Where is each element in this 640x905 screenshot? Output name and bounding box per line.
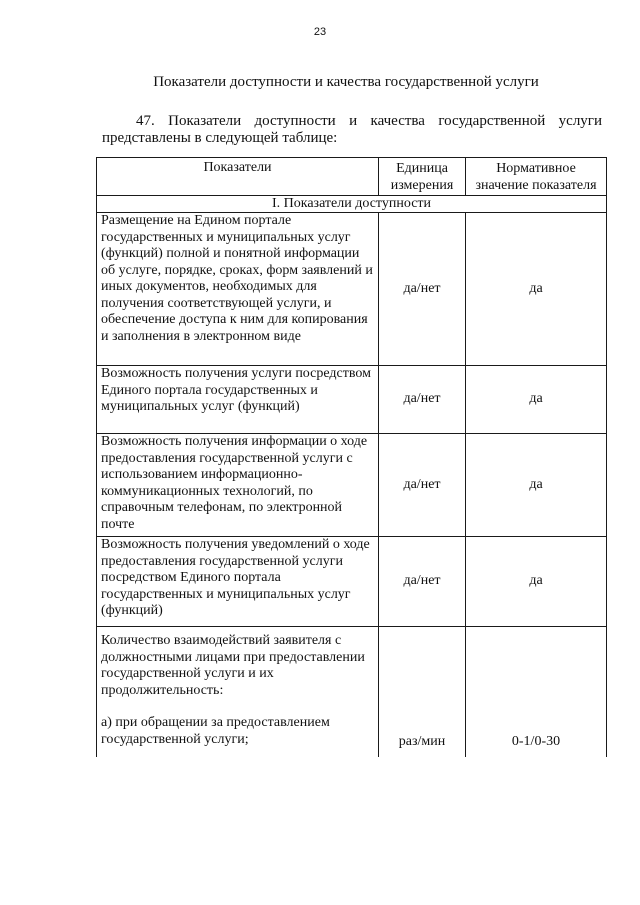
group-row (97, 196, 607, 213)
intro-text: 47. Показатели доступности и качества государственной услуги представлены в следующей таблице: (102, 113, 602, 146)
row-unit: да/нет (379, 213, 466, 366)
row-norm: да (466, 366, 607, 434)
row-norm: да (466, 213, 607, 366)
row-indicator-sub: а) при обращении за предоставлением государственной услуги; (101, 715, 330, 747)
row-unit: да/нет (379, 434, 466, 537)
header-norm: Нормативное значение показателя (466, 158, 607, 196)
row-indicator: Возможность получения информации о ходе предоставления государственной услуги с использованием информационно-коммуникационных технологий, по справочным телефонам, по электронной почте (97, 434, 379, 537)
page-number: 23 (313, 26, 327, 38)
intro-paragraph (102, 113, 602, 147)
header-indicator: Показатели (97, 158, 379, 196)
row-unit: да/нет (379, 537, 466, 627)
indicators-table (96, 157, 607, 757)
row-indicator: Размещение на Едином портале государственных и муниципальных услуг (функций) полной и понятной информации об услуге, порядке, сроках, форм заявлений и иных документов, необходимых для получения соответствующей услуги, и обеспечение доступа к ним для копирования и заполнения в электронном виде (97, 213, 379, 366)
row-indicator (97, 627, 379, 757)
row-norm: да (466, 537, 607, 627)
row-norm: 0-1/0-30 (466, 627, 607, 757)
row-indicator-main: Количество взаимодействий заявителя с должностными лицами при предоставлении государственной услуги и их продолжительность: (101, 633, 365, 698)
row-norm: да (466, 434, 607, 537)
table-row (97, 434, 607, 537)
group-title: I. Показатели доступности (97, 196, 607, 213)
table-row (97, 537, 607, 627)
table-row (97, 213, 607, 366)
table-header-row (97, 158, 607, 196)
row-indicator: Возможность получения услуги посредством Единого портала государственных и муниципальных услуг (функций) (97, 366, 379, 434)
section-heading: Показатели доступности и качества государственной услуги (153, 74, 539, 90)
header-unit: Единица измерения (379, 158, 466, 196)
row-unit: раз/мин (379, 627, 466, 757)
table-row (97, 366, 607, 434)
row-indicator: Возможность получения уведомлений о ходе предоставления государственной услуги посредством Единого портала государственных и муниципальных услуг (функций) (97, 537, 379, 627)
row-unit: да/нет (379, 366, 466, 434)
table-row (97, 627, 607, 757)
